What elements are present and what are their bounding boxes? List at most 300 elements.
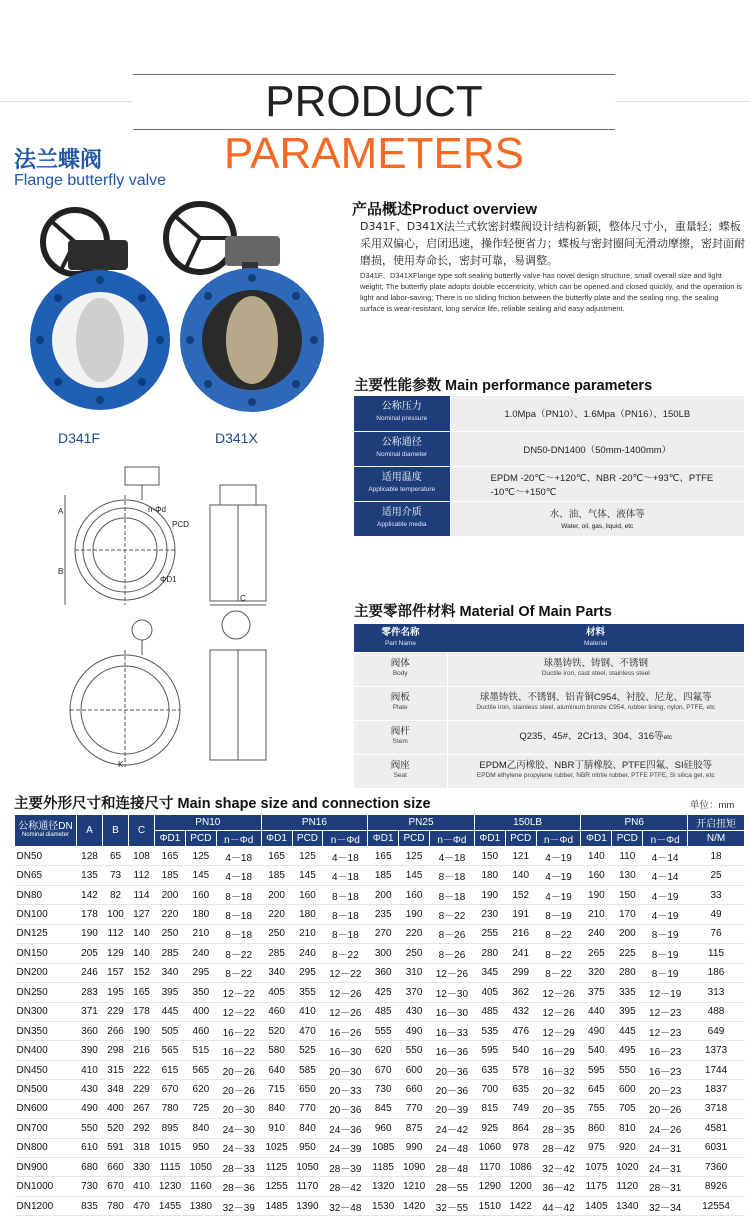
dn-cell: DN100 xyxy=(15,905,77,924)
overview-text-en: D341F、D341XFlange type soft sealing butterfly valve has novel design structure, small overall size and light weight; The butterfly plate adopts double eccentricity, which can be opened and closed quickly, and the operation is light and labor-saving; There is no sliding friction between the butterfly plate and the sealing ring, the sealing surface is wear-resistant, long service life, reliable sealing and easy adjustment. xyxy=(360,271,742,313)
value-cell: 715 xyxy=(261,1080,292,1099)
parts-title: 主要零部件材料 Material Of Main Parts xyxy=(354,604,612,620)
value-cell: 540 xyxy=(505,1041,536,1060)
value-cell: 145 xyxy=(399,866,430,885)
value-cell: 950 xyxy=(185,1138,216,1157)
value-cell: 28－31 xyxy=(643,1177,688,1196)
value-cell: 28－35 xyxy=(536,1119,581,1138)
value-cell: 895 xyxy=(155,1119,186,1138)
value-cell: 267 xyxy=(129,1099,155,1118)
value-cell: 65 xyxy=(103,847,129,866)
value-cell: 635 xyxy=(505,1080,536,1099)
value-cell: 140 xyxy=(505,866,536,885)
value-cell: 430 xyxy=(399,1002,430,1021)
value-cell: 112 xyxy=(129,866,155,885)
value-cell: 1050 xyxy=(292,1158,323,1177)
gearbox-outline xyxy=(125,467,159,485)
value-cell: 49 xyxy=(688,905,745,924)
value-cell: 950 xyxy=(292,1138,323,1157)
parts-row: 阀体 Body 球墨铸铁、铸钢、不锈钢 Ductile iron, cast steel, stainless steel xyxy=(354,652,744,686)
value-cell: 4－18 xyxy=(323,866,368,885)
value-cell: 362 xyxy=(505,983,536,1002)
value-cell: 1090 xyxy=(399,1158,430,1177)
value-cell: 315 xyxy=(103,1060,129,1079)
value-cell: 360 xyxy=(77,1021,103,1040)
dn-cell: DN250 xyxy=(15,983,77,1002)
value-cell: 705 xyxy=(612,1099,643,1118)
value-cell: 216 xyxy=(505,924,536,943)
dims-sub-header: n－Φd xyxy=(216,831,261,847)
value-cell: 680 xyxy=(77,1158,103,1177)
value-cell: 12－19 xyxy=(643,983,688,1002)
value-cell: 24－39 xyxy=(323,1138,368,1157)
value-cell: 1230 xyxy=(155,1177,186,1196)
value-cell: 990 xyxy=(399,1138,430,1157)
dims-sub-header: PCD xyxy=(399,831,430,847)
value-cell: 660 xyxy=(103,1158,129,1177)
value-cell: 670 xyxy=(103,1177,129,1196)
dn-cell: DN300 xyxy=(15,1002,77,1021)
value-cell: 470 xyxy=(292,1021,323,1040)
value-cell: 730 xyxy=(77,1177,103,1196)
value-cell: 24－48 xyxy=(430,1138,475,1157)
value-cell: 490 xyxy=(581,1021,612,1040)
dn-cell: DN800 xyxy=(15,1138,77,1157)
value-cell: 220 xyxy=(261,905,292,924)
value-cell: 28－39 xyxy=(323,1158,368,1177)
valve-label-d341x: D341X xyxy=(215,430,258,446)
value-cell: 20－26 xyxy=(216,1060,261,1079)
value-cell: 185 xyxy=(155,866,186,885)
perf-row: 适用温度 Applicable temperature EPDM -20℃～+120℃、NBR -20℃～+93℃、PTFE -10℃～+150℃ xyxy=(354,466,744,501)
value-cell: 730 xyxy=(368,1080,399,1099)
value-cell: 12－26 xyxy=(323,983,368,1002)
value-cell: 178 xyxy=(77,905,103,924)
value-cell: 20－36 xyxy=(430,1060,475,1079)
value-cell: 32－48 xyxy=(323,1196,368,1215)
value-cell: 205 xyxy=(77,944,103,963)
value-cell: 16－23 xyxy=(643,1060,688,1079)
value-cell: 12－22 xyxy=(216,1002,261,1021)
value-cell: 1510 xyxy=(474,1196,505,1215)
value-cell: 283 xyxy=(77,983,103,1002)
value-cell: 755 xyxy=(581,1099,612,1118)
value-cell: 700 xyxy=(474,1080,505,1099)
value-cell: 12－29 xyxy=(536,1021,581,1040)
value-cell: 140 xyxy=(581,847,612,866)
dn-cell: DN700 xyxy=(15,1119,77,1138)
value-cell: 300 xyxy=(368,944,399,963)
value-cell: 12－22 xyxy=(216,983,261,1002)
value-cell: 210 xyxy=(581,905,612,924)
value-cell: 8－22 xyxy=(536,963,581,982)
value-cell: 864 xyxy=(505,1119,536,1138)
value-cell: 525 xyxy=(292,1041,323,1060)
value-cell: 32－34 xyxy=(643,1196,688,1215)
value-cell: 1025 xyxy=(261,1138,292,1157)
dims-header-c: C xyxy=(129,815,155,847)
value-cell: 82 xyxy=(103,885,129,904)
value-cell: 595 xyxy=(581,1060,612,1079)
value-cell: 8－18 xyxy=(216,924,261,943)
value-cell: 130 xyxy=(612,866,643,885)
value-cell: 12－23 xyxy=(643,1002,688,1021)
value-cell: 600 xyxy=(399,1060,430,1079)
value-cell: 180 xyxy=(474,866,505,885)
value-cell: 210 xyxy=(185,924,216,943)
parts-row: 阀板 Plate 球墨铸铁、不锈钢、铝青铜C954、衬胶、尼龙、四氟等 Ductile iron, stainless steel, aluminum bronze C954, rubber lining, nylon, PTFE, etc xyxy=(354,686,744,720)
table-row xyxy=(15,847,745,866)
value-cell: 780 xyxy=(103,1196,129,1215)
value-cell: 8－19 xyxy=(643,944,688,963)
value-cell: 12－26 xyxy=(430,963,475,982)
value-cell: 1015 xyxy=(155,1138,186,1157)
dims-group-header: 150LB xyxy=(474,815,581,831)
value-cell: 595 xyxy=(474,1041,505,1060)
value-cell: 108 xyxy=(129,847,155,866)
value-cell: 24－31 xyxy=(643,1158,688,1177)
table-row xyxy=(15,1158,745,1177)
value-cell: 920 xyxy=(612,1138,643,1157)
value-cell: 8－19 xyxy=(643,924,688,943)
value-cell: 835 xyxy=(77,1196,103,1215)
value-cell: 135 xyxy=(77,866,103,885)
value-cell: 210 xyxy=(292,924,323,943)
value-cell: 246 xyxy=(77,963,103,982)
value-cell: 190 xyxy=(129,1021,155,1040)
value-cell: 400 xyxy=(185,1002,216,1021)
table-row xyxy=(15,944,745,963)
dn-cell: DN80 xyxy=(15,885,77,904)
table-row xyxy=(15,866,745,885)
value-cell: 1422 xyxy=(505,1196,536,1215)
value-cell: 24－33 xyxy=(216,1138,261,1157)
value-cell: 440 xyxy=(581,1002,612,1021)
value-cell: 445 xyxy=(612,1021,643,1040)
value-cell: 28－42 xyxy=(536,1138,581,1157)
value-cell: 1340 xyxy=(612,1196,643,1215)
value-cell: 840 xyxy=(185,1119,216,1138)
value-cell: 505 xyxy=(155,1021,186,1040)
value-cell: 348 xyxy=(103,1080,129,1099)
value-cell: 12－26 xyxy=(323,1002,368,1021)
value-cell: 1050 xyxy=(185,1158,216,1177)
value-cell: 410 xyxy=(129,1177,155,1196)
value-cell: 8－22 xyxy=(536,944,581,963)
value-cell: 170 xyxy=(612,905,643,924)
value-cell: 110 xyxy=(612,847,643,866)
value-cell: 128 xyxy=(77,847,103,866)
value-cell: 355 xyxy=(292,983,323,1002)
value-cell: 250 xyxy=(261,924,292,943)
value-cell: 8－22 xyxy=(430,905,475,924)
dims-header-dn: 公称通径DN Nominal diameter xyxy=(15,815,77,847)
value-cell: 460 xyxy=(185,1021,216,1040)
value-cell: 395 xyxy=(155,983,186,1002)
value-cell: 320 xyxy=(581,963,612,982)
value-cell: 585 xyxy=(292,1060,323,1079)
value-cell: 371 xyxy=(77,1002,103,1021)
value-cell: 240 xyxy=(185,944,216,963)
value-cell: 8－18 xyxy=(216,905,261,924)
value-cell: 370 xyxy=(399,983,430,1002)
dims-sub-header: N/M xyxy=(688,831,745,847)
value-cell: 145 xyxy=(185,866,216,885)
value-cell: 20－30 xyxy=(216,1099,261,1118)
value-cell: 1455 xyxy=(155,1196,186,1215)
table-row xyxy=(15,963,745,982)
value-cell: 390 xyxy=(77,1041,103,1060)
dn-cell: DN1200 xyxy=(15,1196,77,1215)
table-row xyxy=(15,983,745,1002)
value-cell: 4－19 xyxy=(643,885,688,904)
value-cell: 610 xyxy=(77,1138,103,1157)
dn-cell: DN900 xyxy=(15,1158,77,1177)
value-cell: 142 xyxy=(77,885,103,904)
value-cell: 200 xyxy=(261,885,292,904)
dims-group-header: PN25 xyxy=(368,815,475,831)
value-cell: 250 xyxy=(155,924,186,943)
value-cell: 20－39 xyxy=(430,1099,475,1118)
overview-text-cn: D341F、D341X法兰式软密封蝶阀设计结构新颖，整体尺寸小，重量轻；蝶板采用双偏心，启闭迅速，操作轻便省力；蝶板与密封圈间无滑动摩擦，密封面耐磨损，使用寿命长，密封可靠，易调整。 xyxy=(360,220,745,267)
value-cell: 7360 xyxy=(688,1158,745,1177)
value-cell: 200 xyxy=(155,885,186,904)
dims-sub-header: n－Φd xyxy=(430,831,475,847)
value-cell: 24－30 xyxy=(216,1119,261,1138)
table-row xyxy=(15,1021,745,1040)
value-cell: 8926 xyxy=(688,1177,745,1196)
dn-cell: DN65 xyxy=(15,866,77,885)
value-cell: 229 xyxy=(129,1080,155,1099)
value-cell: 375 xyxy=(581,983,612,1002)
value-cell: 33 xyxy=(688,885,745,904)
value-cell: 4－18 xyxy=(430,847,475,866)
value-cell: 76 xyxy=(688,924,745,943)
dims-sub-header: ΦD1 xyxy=(261,831,292,847)
value-cell: 190 xyxy=(77,924,103,943)
value-cell: 875 xyxy=(399,1119,430,1138)
value-cell: 770 xyxy=(399,1099,430,1118)
value-cell: 495 xyxy=(612,1041,643,1060)
dims-header-torque: 开启扭矩 xyxy=(688,815,745,831)
value-cell: 640 xyxy=(261,1060,292,1079)
value-cell: 160 xyxy=(292,885,323,904)
value-cell: 1837 xyxy=(688,1080,745,1099)
parts-table xyxy=(354,624,744,788)
value-cell: 8－22 xyxy=(323,944,368,963)
value-cell: 114 xyxy=(129,885,155,904)
value-cell: 1060 xyxy=(474,1138,505,1157)
value-cell: 240 xyxy=(581,924,612,943)
value-cell: 112 xyxy=(103,924,129,943)
value-cell: 191 xyxy=(505,905,536,924)
value-cell: 24－36 xyxy=(323,1119,368,1138)
value-cell: 28－33 xyxy=(216,1158,261,1177)
value-cell: 1120 xyxy=(612,1177,643,1196)
value-cell: 270 xyxy=(368,924,399,943)
value-cell: 24－31 xyxy=(643,1138,688,1157)
value-cell: 292 xyxy=(129,1119,155,1138)
product-title-cn: 法兰蝶阀 xyxy=(14,148,103,173)
value-cell: 20－23 xyxy=(643,1080,688,1099)
value-cell: 780 xyxy=(155,1099,186,1118)
table-row xyxy=(15,1060,745,1079)
value-cell: 490 xyxy=(399,1021,430,1040)
dims-sub-header: ΦD1 xyxy=(155,831,186,847)
value-cell: 285 xyxy=(261,944,292,963)
dims-sub-header: PCD xyxy=(292,831,323,847)
value-cell: 978 xyxy=(505,1138,536,1157)
value-cell: 310 xyxy=(399,963,430,982)
value-cell: 152 xyxy=(129,963,155,982)
table-row xyxy=(15,1119,745,1138)
value-cell: 591 xyxy=(103,1138,129,1157)
value-cell: 960 xyxy=(368,1119,399,1138)
dims-group-header: PN6 xyxy=(581,815,688,831)
value-cell: 8－18 xyxy=(323,885,368,904)
value-cell: 550 xyxy=(77,1119,103,1138)
value-cell: 670 xyxy=(368,1060,399,1079)
value-cell: 360 xyxy=(368,963,399,982)
value-cell: 1020 xyxy=(612,1158,643,1177)
dims-sub-header: n－Φd xyxy=(643,831,688,847)
value-cell: 12554 xyxy=(688,1196,745,1215)
value-cell: 1170 xyxy=(474,1158,505,1177)
value-cell: 8－26 xyxy=(430,924,475,943)
dim-label-pcd: PCD xyxy=(172,520,189,529)
value-cell: 165 xyxy=(155,847,186,866)
value-cell: 12－22 xyxy=(323,963,368,982)
dim-label-k: K xyxy=(118,760,124,769)
dims-sub-header: n－Φd xyxy=(536,831,581,847)
value-cell: 445 xyxy=(155,1002,186,1021)
value-cell: 410 xyxy=(292,1002,323,1021)
value-cell: 8－22 xyxy=(216,944,261,963)
value-cell: 535 xyxy=(474,1021,505,1040)
value-cell: 230 xyxy=(474,905,505,924)
parts-row: 阀杆 Stem Q235、45#、2Cr13、304、316等etc xyxy=(354,720,744,754)
value-cell: 660 xyxy=(399,1080,430,1099)
value-cell: 395 xyxy=(612,1002,643,1021)
parts-header-name: 零件名称 Part Name xyxy=(354,624,447,652)
value-cell: 16－36 xyxy=(430,1041,475,1060)
value-cell: 44－42 xyxy=(536,1196,581,1215)
value-cell: 845 xyxy=(368,1099,399,1118)
valve-photos xyxy=(20,200,330,430)
value-cell: 490 xyxy=(77,1099,103,1118)
dn-cell: DN200 xyxy=(15,963,77,982)
value-cell: 4－19 xyxy=(536,866,581,885)
value-cell: 460 xyxy=(261,1002,292,1021)
parts-row: 阀座 Seat EPDM乙丙橡胶、NBR丁腈橡胶、PTFE四氟、SI硅胶等 EPDM ethylene propylene rubber, NBR nitrile rubber, PTFE PTFE, Si silica gel, etc xyxy=(354,754,744,788)
value-cell: 295 xyxy=(185,963,216,982)
value-cell: 185 xyxy=(261,866,292,885)
value-cell: 6031 xyxy=(688,1138,745,1157)
value-cell: 12－23 xyxy=(643,1021,688,1040)
value-cell: 615 xyxy=(155,1060,186,1079)
value-cell: 8－22 xyxy=(536,924,581,943)
value-cell: 1405 xyxy=(581,1196,612,1215)
value-cell: 16－33 xyxy=(430,1021,475,1040)
value-cell: 515 xyxy=(185,1041,216,1060)
value-cell: 160 xyxy=(185,885,216,904)
value-cell: 125 xyxy=(399,847,430,866)
value-cell: 1255 xyxy=(261,1177,292,1196)
value-cell: 16－29 xyxy=(536,1041,581,1060)
value-cell: 470 xyxy=(129,1196,155,1215)
value-cell: 235 xyxy=(368,905,399,924)
value-cell: 1485 xyxy=(261,1196,292,1215)
dn-cell: DN500 xyxy=(15,1080,77,1099)
value-cell: 12－26 xyxy=(536,983,581,1002)
value-cell: 520 xyxy=(261,1021,292,1040)
value-cell: 20－36 xyxy=(430,1080,475,1099)
value-cell: 16－23 xyxy=(643,1041,688,1060)
dn-cell: DN400 xyxy=(15,1041,77,1060)
value-cell: 20－33 xyxy=(323,1080,368,1099)
table-row xyxy=(15,1138,745,1157)
value-cell: 8－19 xyxy=(643,963,688,982)
dn-cell: DN350 xyxy=(15,1021,77,1040)
value-cell: 16－30 xyxy=(323,1041,368,1060)
product-title-en: Flange butterfly valve xyxy=(14,172,167,189)
value-cell: 145 xyxy=(292,866,323,885)
value-cell: 32－55 xyxy=(430,1196,475,1215)
valve-d341x-image xyxy=(166,204,324,412)
value-cell: 4－14 xyxy=(643,847,688,866)
overview-title: 产品概述Product overview xyxy=(352,201,538,218)
value-cell: 345 xyxy=(474,963,505,982)
value-cell: 488 xyxy=(688,1002,745,1021)
perf-row: 公称通径 Nominal diameter DN50-DN1400（50mm-1400mm） xyxy=(354,431,744,466)
value-cell: 241 xyxy=(505,944,536,963)
value-cell: 340 xyxy=(155,963,186,982)
value-cell: 125 xyxy=(292,847,323,866)
dims-sub-header: PCD xyxy=(612,831,643,847)
value-cell: 299 xyxy=(505,963,536,982)
value-cell: 20－30 xyxy=(323,1060,368,1079)
dims-header-b: B xyxy=(103,815,129,847)
value-cell: 4－18 xyxy=(216,847,261,866)
value-cell: 129 xyxy=(103,944,129,963)
value-cell: 620 xyxy=(368,1041,399,1060)
dimensions-table xyxy=(14,814,745,1216)
value-cell: 150 xyxy=(474,847,505,866)
value-cell: 975 xyxy=(581,1138,612,1157)
value-cell: 8－18 xyxy=(323,905,368,924)
value-cell: 18 xyxy=(688,847,745,866)
value-cell: 485 xyxy=(474,1002,505,1021)
value-cell: 36－42 xyxy=(536,1177,581,1196)
value-cell: 580 xyxy=(261,1041,292,1060)
value-cell: 165 xyxy=(129,983,155,1002)
value-cell: 8－18 xyxy=(430,866,475,885)
value-cell: 16－30 xyxy=(430,1002,475,1021)
value-cell: 8－22 xyxy=(216,963,261,982)
value-cell: 180 xyxy=(185,905,216,924)
value-cell: 32－39 xyxy=(216,1196,261,1215)
dims-sub-header: ΦD1 xyxy=(474,831,505,847)
value-cell: 160 xyxy=(581,866,612,885)
value-cell: 280 xyxy=(474,944,505,963)
value-cell: 1075 xyxy=(581,1158,612,1177)
value-cell: 150 xyxy=(612,885,643,904)
value-cell: 140 xyxy=(129,944,155,963)
dims-sub-header: n－Φd xyxy=(323,831,368,847)
dims-sub-header: ΦD1 xyxy=(368,831,399,847)
perf-row: 适用介质 Applicable media 水、油、气体、液体等 Water, oil, gas, liquid, etc xyxy=(354,501,744,536)
dim-label-a: A xyxy=(58,507,64,516)
